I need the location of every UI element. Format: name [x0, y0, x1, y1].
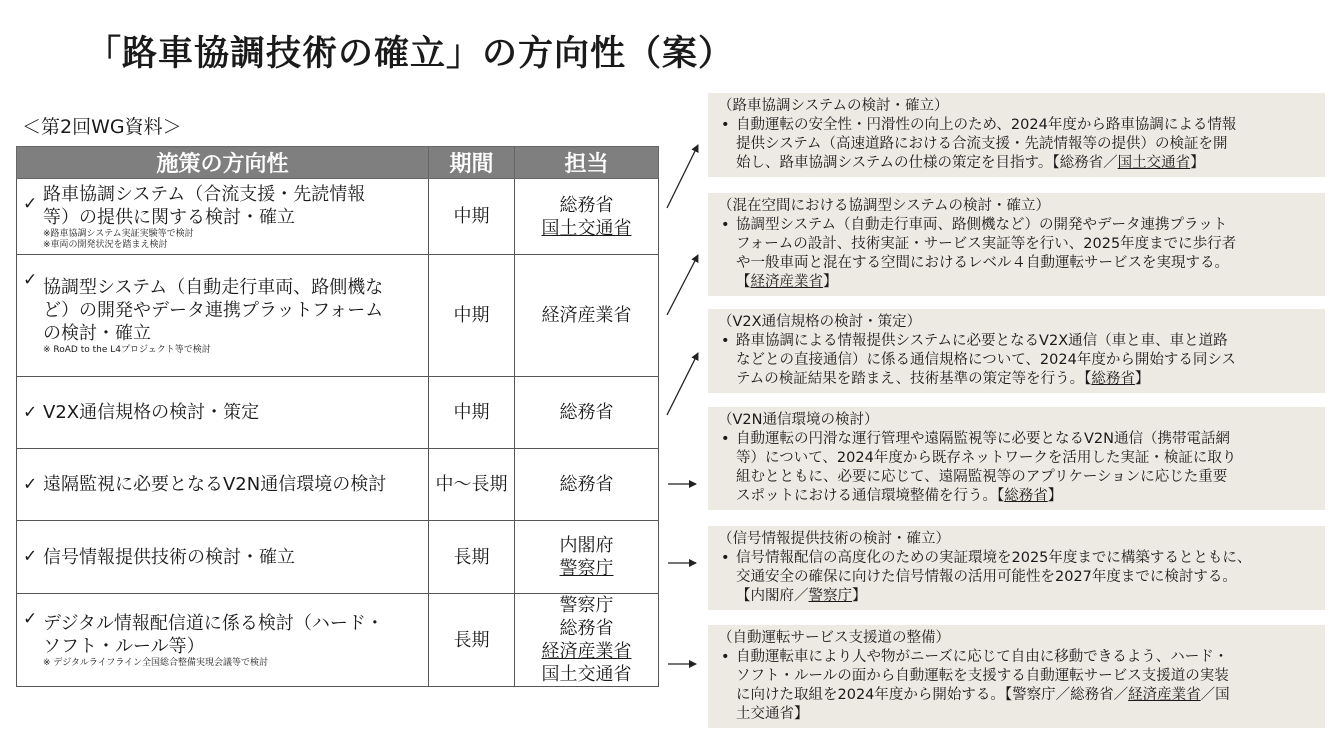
detail-text: テムの検証結果を踏まえ、技術基準の策定等を行う。【	[736, 371, 1092, 387]
detail-heading: （V2N通信環境の検討）	[718, 412, 879, 428]
detail-text: 等）について、2024年度から既存ネットワークを活用した実証・検証に取り	[736, 450, 1237, 466]
detail-dept-link-text: 総務省	[1004, 488, 1048, 504]
dept-name: 経済産業省	[541, 305, 632, 326]
checkmark-icon: ✓	[23, 546, 38, 567]
detail-heading: （信号情報提供技術の検討・確立）	[718, 531, 950, 547]
checkmark-icon: ✓	[23, 194, 38, 214]
policy-text-line: 遠隔監視に必要となるV2N通信環境の検討	[43, 474, 387, 495]
page-subtitle: ＜第2回WG資料＞	[22, 116, 182, 138]
dept-name: 警察庁	[559, 595, 614, 616]
dept-name: 警察庁	[559, 558, 614, 579]
header-term: 期間	[429, 147, 515, 179]
detail-text: フォームの設計、技術実証・サービス実証等を行い、2025年度までに歩行者	[736, 236, 1237, 252]
detail-dept-link-text: 国土交通省	[1117, 155, 1191, 171]
detail-text: ソフト・ルールの面から自動運転を支援する自動運転サービス支援道の実装	[736, 668, 1229, 684]
detail-text: 】	[1134, 371, 1150, 387]
detail-text: 【	[736, 274, 751, 290]
detail-text: 】	[1047, 488, 1063, 504]
checkmark-icon: ✓	[23, 402, 38, 422]
detail-text: 】	[852, 588, 867, 604]
detail-heading: （路車協調システムの検討・確立）	[718, 98, 949, 114]
detail-text: や一般車両と混在する空間におけるレベル４自動運転サービスを実現する。	[736, 255, 1229, 271]
detail-text: 】	[823, 274, 838, 290]
term-cell: 長期	[429, 594, 515, 687]
connector-arrow-1	[667, 145, 698, 208]
policy-note: ※路車協調システム実証実験等で検討	[43, 228, 194, 239]
dept-name: 経済産業省	[541, 641, 632, 662]
detail-text: 交通安全の確保に向けた信号情報の活用可能性を2027年度までに検討する。	[736, 569, 1237, 585]
detail-text: 信号情報配信の高度化のための実証環境を2025年度までに構築するとともに、	[736, 550, 1252, 566]
policy-text-line: 協調型システム（自動走行車両、路側機な	[43, 276, 384, 298]
detail-heading: （V2X通信規格の検討・策定）	[718, 314, 922, 330]
policy-note: ※ RoAD to the L4プロジェクト等で検討	[43, 344, 211, 355]
detail-text: 【内閣府／	[736, 588, 809, 604]
detail-dept-link-text: 警察庁	[808, 588, 852, 604]
policy-note: ※車両の開発状況を踏まえ検討	[43, 239, 168, 250]
policy-text-line: ど）の開発やデータ連携プラットフォーム	[43, 299, 384, 321]
detail-text: に向けた取組を2024年度から開始する。【警察庁／総務省／	[736, 687, 1129, 703]
detail-text: 始し、路車協調システムの仕様の策定を目指す。【総務省／	[736, 155, 1118, 171]
checkmark-icon: ✓	[23, 474, 38, 494]
detail-heading: （混在空間における協調型システムの検討・確立）	[718, 198, 1051, 214]
term-cell: 中期	[429, 179, 515, 255]
header-dept: 担当	[515, 147, 659, 179]
policy-note: ※ デジタルライフライン全国総合整備実現会議等で検討	[43, 657, 269, 668]
policy-text-line: 信号情報提供技術の検討・確立	[43, 546, 295, 568]
detail-text: 】	[1190, 155, 1205, 171]
connector-arrow-3	[667, 353, 698, 415]
term-cell: 長期	[429, 521, 515, 594]
policy-text-line: デジタル情報配信道に係る検討（ハード・	[43, 612, 384, 634]
header-policy: 施策の方向性	[17, 147, 429, 179]
dept-name: 総務省	[559, 474, 614, 495]
detail-text: スポットにおける通信環境整備を行う。【	[736, 488, 1005, 504]
detail-text: 自動運転の円滑な運行管理や遠隔監視等に必要となるV2N通信（携帯電話網	[736, 431, 1230, 447]
detail-dept-link-text: 総務省	[1091, 371, 1135, 387]
detail-heading: （自動運転サービス支援道の整備）	[718, 630, 950, 646]
detail-text: 組むとともに、必要に応じて、遠隔監視等のアプリケーションに応じた重要	[736, 469, 1228, 485]
policy-text-line: 等）の提供に関する検討・確立	[43, 206, 295, 228]
policy-text-line: の検討・確立	[43, 322, 151, 344]
dept-name: 総務省	[559, 402, 614, 423]
policy-text-line: ソフト・ルール等）	[43, 635, 205, 657]
page-title: 「路車協調技術の確立」の方向性（案）	[86, 34, 735, 74]
detail-text: 路車協調による情報提供システムに必要となるV2X通信（車と車、車と道路	[736, 333, 1228, 349]
dept-name: 総務省	[559, 194, 614, 216]
policy-text-line: 路車協調システム（合流支援・先読情報	[43, 183, 366, 205]
connector-arrow-2	[667, 255, 698, 315]
policy-text-line: V2X通信規格の検討・策定	[43, 402, 260, 423]
term-cell: 中期	[429, 255, 515, 377]
detail-text: 協調型システム（自動走行車両、路側機など）の開発やデータ連携プラット	[736, 217, 1228, 233]
dept-name: 国土交通省	[541, 217, 632, 239]
detail-text: などとの直接通信）に係る通信規格について、2024年度から開始する同シス	[736, 352, 1236, 368]
detail-text: ／国	[1200, 687, 1230, 703]
detail-dept-link-text: 経済産業省	[750, 274, 823, 290]
detail-text: 自動運転の安全性・円滑性の向上のため、2024年度から路車協調による情報	[736, 117, 1237, 133]
dept-name: 内閣府	[559, 535, 614, 556]
term-cell: 中～長期	[429, 449, 515, 521]
checkmark-icon: ✓	[23, 609, 38, 629]
detail-text: 土交通省】	[736, 706, 809, 722]
detail-text: 自動運転車により人や物がニーズに応じて自由に移動できるよう、ハード・	[736, 649, 1229, 665]
dept-name: 総務省	[559, 618, 614, 639]
detail-text: 提供システム（高速道路における合流支援・先読情報等の提供）の検証を開	[736, 136, 1228, 152]
checkmark-icon: ✓	[23, 270, 38, 290]
dept-name: 国土交通省	[541, 664, 632, 685]
term-cell: 中期	[429, 377, 515, 449]
detail-dept-link-text: 経済産業省	[1128, 687, 1201, 703]
